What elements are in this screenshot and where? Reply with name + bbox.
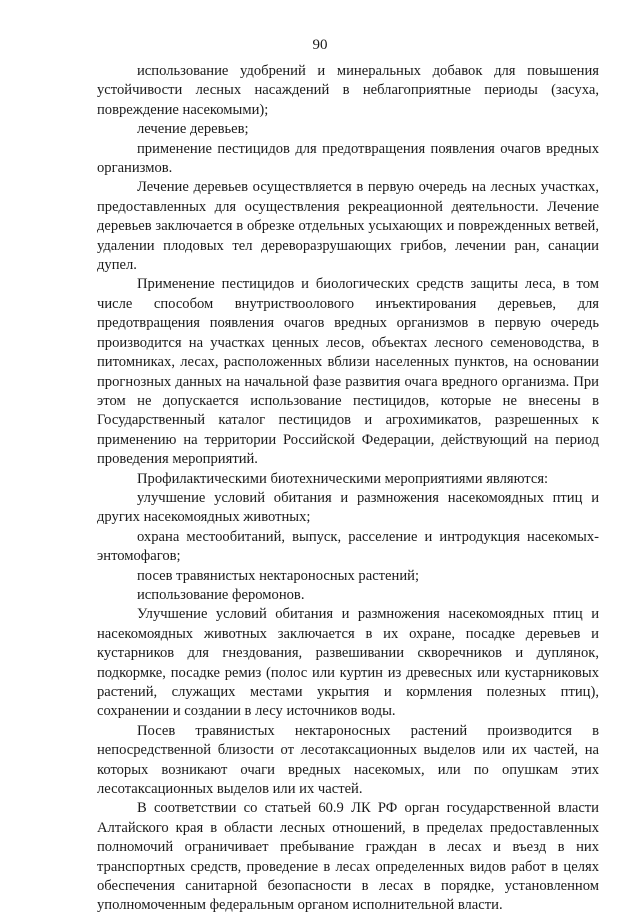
paragraph-pesticides-item: применение пестицидов для предотвращения появления очагов вредных организмов. bbox=[97, 140, 599, 177]
paragraph-biotech-intro: Профилактическими биотехническими мероприятиями являются: bbox=[137, 470, 549, 487]
paragraph-birds-conditions: Улучшение условий обитания и размножения насекомоядных птиц и насекомоядных животных заключается в их охране, посадке деревьев и кустарников для гнездования, развешивании скворечников и дуплянок, подкормке, посадке ремиз (полос или куртин из древесных или кустарниковых растений, служащих местами укрытия и кормления полезных птиц), сохранении и создании в лесу источников воды. bbox=[97, 606, 599, 720]
paragraph-entomophages-item: охрана местообитаний, выпуск, расселение и интродукция насекомых-энтомофагов; bbox=[97, 528, 599, 565]
paragraph-pesticide-application: Применение пестицидов и биологических средств защиты леса, в том числе способом внутриствоолового инъектирования деревьев, для предотвращения появления очагов вредных организмов в первую очередь производится на участках ценных лесов, объектах лесного семеноводства, в питомниках, лесах, расположенных вблизи населенных пунктов, на основании прогнозных данных на начальной фазе развития очага вредного организма. При этом не допускается использование пестицидов, которые не внесены в Государственный каталог пестицидов и агрохимикатов, разрешенных к применению на территории Российской Федерации, действующий на период проведения мероприятий. bbox=[97, 276, 599, 468]
paragraph-sowing: Посев травянистых нектароносных растений производится в непосредственной близости от лесотаксационных выделов или их частей, на которых возникают очаги вредных насекомых, или по опушкам этих лесотаксационных выделов или их частей. bbox=[97, 722, 599, 798]
paragraph-pheromones-item: использование феромонов. bbox=[137, 586, 305, 603]
paragraph-tree-treatment: Лечение деревьев осуществляется в первую очередь на лесных участках, предоставленных для осуществления рекреационной деятельности. Лечение деревьев заключается в обрезке отдельных усыхающих и поврежденных ветвей, удалении плодовых тел дереворазрушающих грибов, лечении ран, санации дупел. bbox=[97, 179, 599, 274]
paragraph-tree-treatment-item: лечение деревьев; bbox=[137, 121, 249, 138]
paragraph-article-60-9: В соответствии со статьей 60.9 ЛК РФ орган государственной власти Алтайского края в области лесных отношений, в пределах предоставленных полномочий ограничивает пребывание граждан в лесах и въезд в них транспортных средств, проведение в лесах определенных видов работ в целях обеспечения санитарной безопасности в лесах в порядке, установленном уполномоченным федеральным органом исполнительной власти. bbox=[97, 800, 599, 914]
paragraph-birds-item: улучшение условий обитания и размножения насекомоядных птиц и других насекомоядных животных; bbox=[97, 489, 599, 526]
paragraph-fertilizers: использование удобрений и минеральных добавок для повышения устойчивости лесных насаждений в неблагоприятные периоды (засуха, повреждение насекомыми); bbox=[97, 63, 599, 118]
document-body bbox=[97, 62, 599, 916]
paragraph-sowing-item: посев травянистых нектароносных растений; bbox=[137, 567, 420, 584]
page-number: 90 bbox=[312, 37, 328, 53]
